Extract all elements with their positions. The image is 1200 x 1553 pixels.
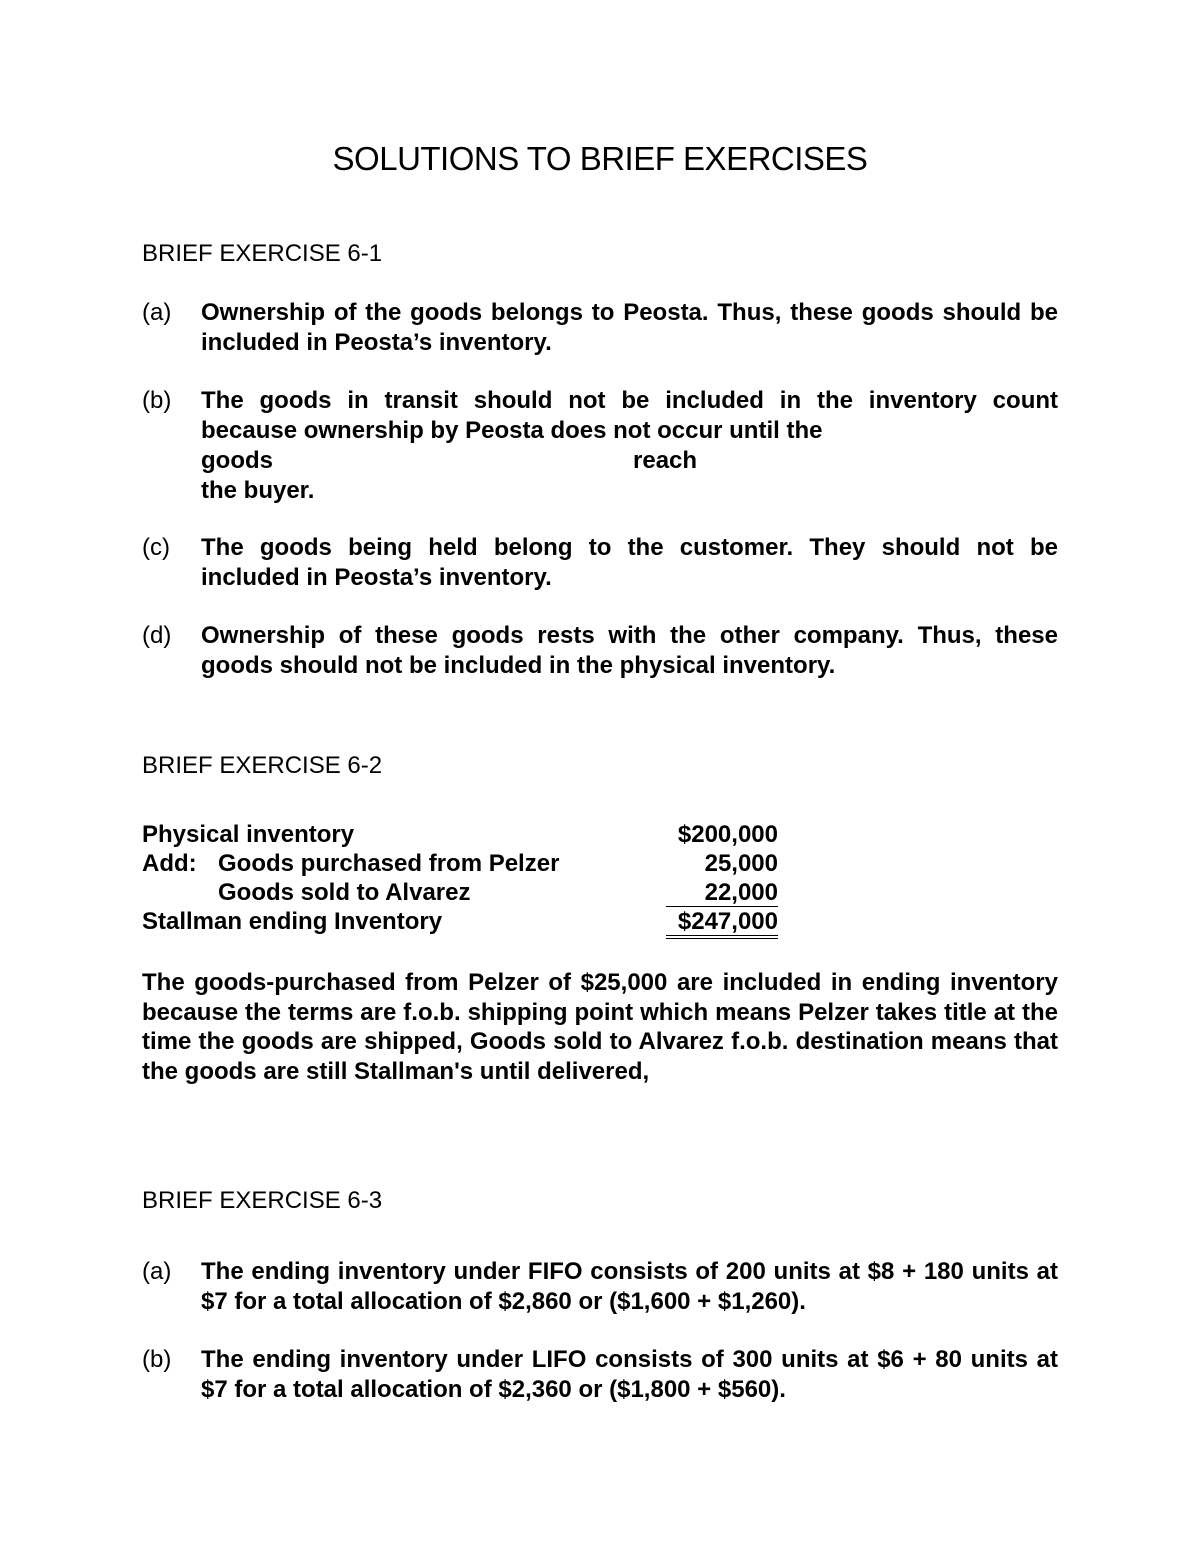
page-title: SOLUTIONS TO BRIEF EXERCISES: [332, 140, 868, 177]
add-prefix: Add:: [142, 850, 197, 877]
item-text-main: The goods in transit should not be included in the inventory count because ownership by Peosta does not occur until the: [201, 387, 1058, 444]
item-text: Ownership of these goods rests with the other company. Thus, these goods should not be included in the physical inventory.: [201, 622, 1058, 679]
exercise-6-2-explanation: The goods-purchased from Pelzer of $25,000 are included in ending inventory because the terms are f.o.b. shipping point which means Pelzer takes title at the time the goods are shipped, Goods sold to Alvarez f.o.b. destination means that the goods are still Stallman's until delivered,: [142, 969, 1058, 1085]
exercise-6-3-item-b: [142, 1345, 1058, 1405]
inventory-table: [142, 821, 782, 937]
item-text-reach: reach: [633, 447, 698, 474]
inventory-amount-total: [666, 908, 778, 939]
exercise-6-2-heading: BRIEF EXERCISE 6-2: [142, 752, 383, 779]
item-text-end: the buyer.: [201, 477, 315, 504]
inventory-row: [142, 821, 782, 850]
item-text-lines: [201, 386, 1058, 446]
inventory-label: Goods purchased from Pelzer: [218, 850, 560, 877]
subtotal-underline: 22,000: [666, 880, 778, 907]
inventory-amount-subtotal: [666, 879, 778, 907]
item-text: The ending inventory under FIFO consists of 200 units at $8 + 180 units at $7 for a total allocation of $2,860 or ($1,600 + $1,260).: [201, 1258, 1058, 1315]
item-text-spread-line: [201, 446, 1058, 476]
exercise-6-1-heading: BRIEF EXERCISE 6-1: [142, 240, 383, 267]
total-double-underline: $247,000: [666, 909, 778, 939]
item-letter: (b): [142, 387, 172, 414]
inventory-label-group: [142, 879, 470, 907]
exercise-6-1-item-c: [142, 533, 1058, 593]
exercise-6-3-heading: BRIEF EXERCISE 6-3: [142, 1187, 383, 1214]
inventory-label: Goods sold to Alvarez: [218, 879, 471, 906]
item-text: Ownership of the goods belongs to Peosta. Thus, these goods should be included in Peosta’s inventory.: [201, 299, 1058, 356]
inventory-amount: $200,000: [677, 821, 778, 848]
inventory-row: [142, 879, 782, 908]
inventory-row-total: [142, 908, 782, 937]
item-letter: (c): [142, 534, 170, 561]
inventory-label-group: [142, 850, 559, 878]
exercise-6-3-item-a: [142, 1257, 1058, 1317]
item-text-goods: goods: [201, 447, 273, 474]
item-letter: (a): [142, 299, 172, 326]
item-letter: (b): [142, 1346, 172, 1373]
item-letter: (a): [142, 1258, 172, 1285]
inventory-amount: 25,000: [704, 850, 778, 877]
inventory-row: [142, 850, 782, 879]
exercise-6-1-item-a: [142, 298, 1058, 358]
item-text: The ending inventory under LIFO consists of 300 units at $6 + 80 units at $7 for a total allocation of $2,360 or ($1,800 + $560).: [201, 1346, 1058, 1403]
item-text: The goods being held belong to the customer. They should not be included in Peosta’s inventory.: [201, 534, 1058, 591]
exercise-6-1-item-b: [142, 386, 1058, 506]
inventory-label: Physical inventory: [142, 821, 355, 848]
item-letter: (d): [142, 622, 172, 649]
exercise-6-1-item-d: [142, 621, 1058, 681]
inventory-label: Stallman ending Inventory: [142, 908, 443, 935]
